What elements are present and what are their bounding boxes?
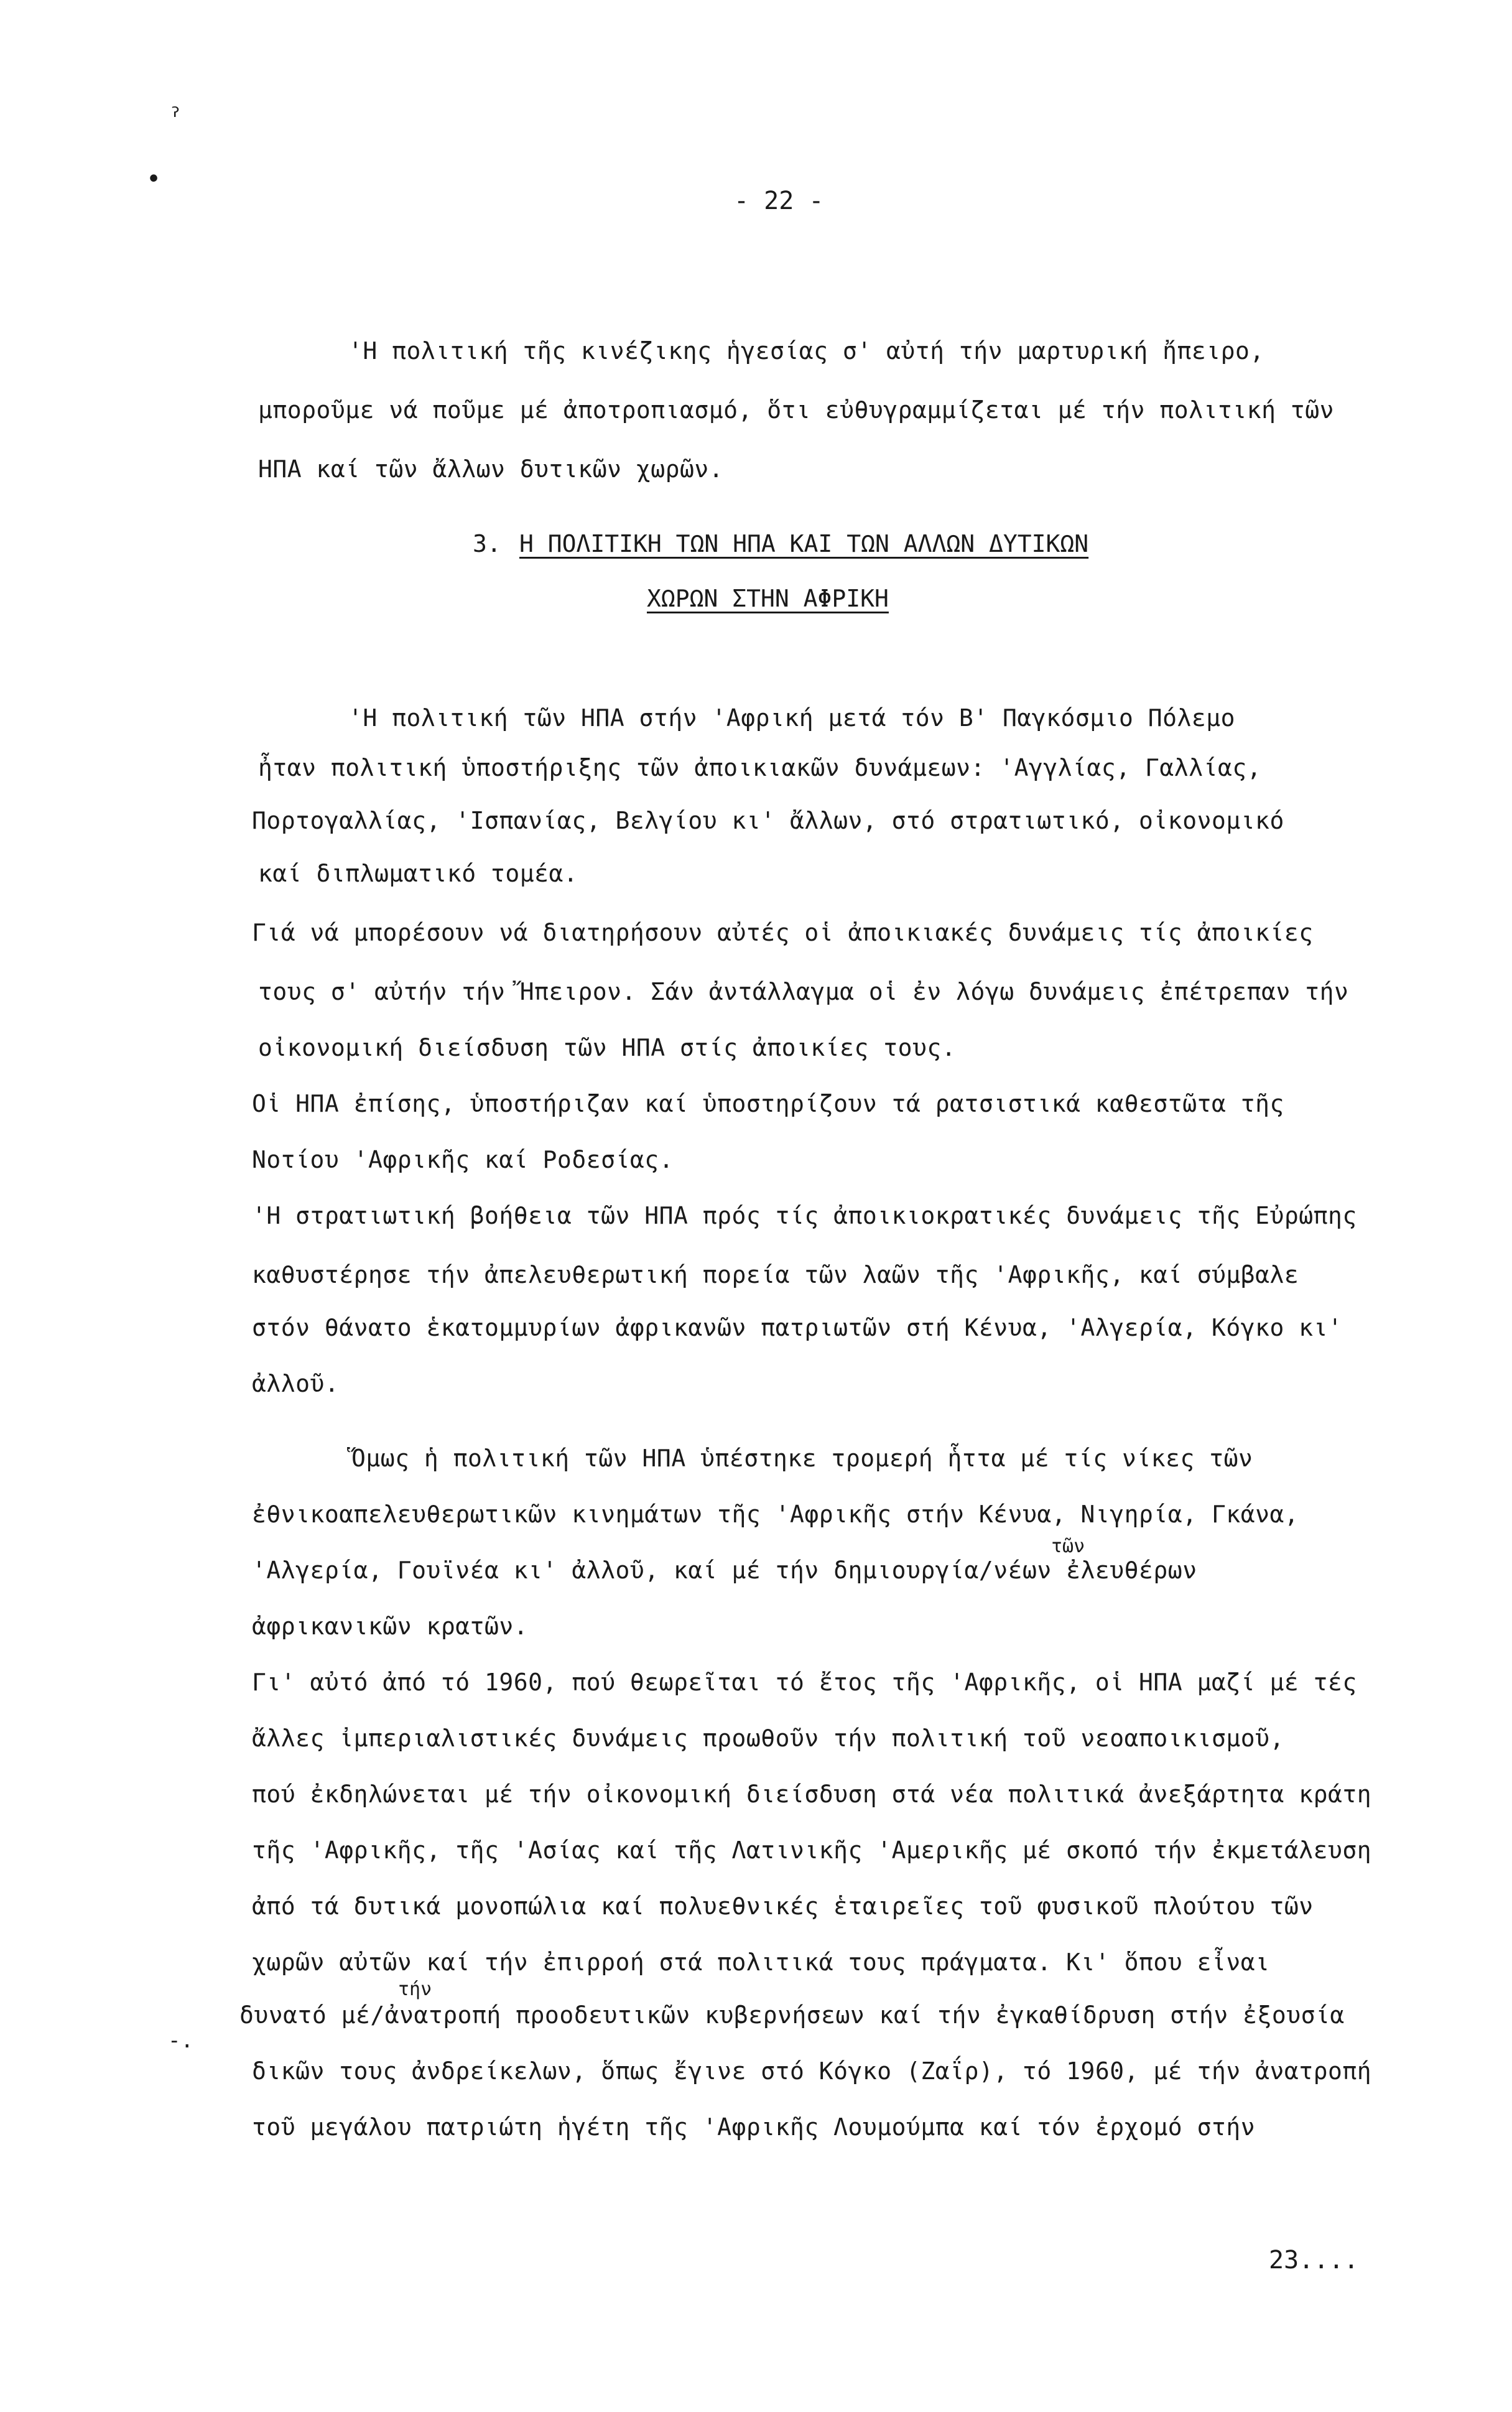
margin-mark-top: ˀ [168, 106, 183, 134]
intro-line-3: ΗΠΑ καί τῶν ἄλλων δυτικῶν χωρῶν. [258, 455, 724, 483]
body-line-6: τους σ' αὐτήν τήν Ἤπειρον. Σάν ἀντάλλαγμα οἱ ἐν λόγω δυνάμεις ἐπέτρεπαν τήν [258, 978, 1349, 1005]
body-line-26: τοῦ μεγάλου πατριώτη ἡγέτη τῆς 'Αφρικῆς Λουμούμπα καί τόν ἐρχομό στήν [252, 2113, 1256, 2141]
body-line-2: ἦταν πολιτική ὑποστήριξης τῶν ἀποικιακῶν δυνάμεων: 'Αγγλίας, Γαλλίας, [258, 754, 1262, 781]
body-line-4: καί διπλωματικό τομέα. [258, 860, 578, 887]
body-line-24: δυνατό μέ/ἀνατροπή προοδευτικῶν κυβερνήσεων καί τήν ἐγκαθίδρυση στήν ἐξουσία [239, 2001, 1345, 2029]
body-line-11: καθυστέρησε τήν ἀπελευθερωτική πορεία τῶν λαῶν τῆς 'Αφρικῆς, καί σύμβαλε [252, 1261, 1299, 1288]
body-line-13: ἀλλοῦ. [252, 1370, 340, 1397]
body-line-23: χωρῶν αὐτῶν καί τήν ἐπιρροή στά πολιτικά τους πράγματα. Κι' ὅπου εἶναι [252, 1949, 1270, 1976]
body-line-10: 'Η στρατιωτική βοήθεια τῶν ΗΠΑ πρός τίς ἀποικιοκρατικές δυνάμεις τῆς Εὐρώπης [252, 1202, 1357, 1229]
body-line-22: ἀπό τά δυτικά μονοπώλια καί πολυεθνικές ἑταιρεῖες τοῦ φυσικοῦ πλούτου τῶν [252, 1893, 1314, 1920]
intro-line-2: μποροῦμε νά ποῦμε μέ ἀποτροπιασμό, ὅτι εὐθυγραμμίζεται μέ τήν πολιτική τῶν [258, 396, 1334, 424]
section-title-line-1: Η ΠΟΛΙΤΙΚΗ ΤΩΝ ΗΠΑ ΚΑΙ ΤΩΝ ΑΛΛΩΝ ΔΥΤΙΚΩΝ [519, 530, 1089, 557]
body-line-8: Οἱ ΗΠΑ ἐπίσης, ὑποστήριζαν καί ὑποστηρίζουν τά ρατσιστικά καθεστῶτα τῆς [252, 1090, 1284, 1117]
insertion-ton: τῶν [1051, 1535, 1085, 1557]
body-line-17: ἀφρικανικῶν κρατῶν. [252, 1613, 529, 1640]
margin-mark-left: -. [168, 2028, 193, 2053]
body-line-12: στόν θάνατο ἑκατομμυρίων ἀφρικανῶν πατριωτῶν στή Κένυα, 'Αλγερία, Κόγκο κι' [252, 1314, 1343, 1341]
body-line-19: ἄλλες ἰμπεριαλιστικές δυνάμεις προωθοῦν τήν πολιτική τοῦ νεοαποικισμοῦ, [252, 1725, 1284, 1752]
intro-line-1: 'Η πολιτική τῆς κινέζικης ἡγεσίας σ' αὐτή τήν μαρτυρική ἤπειρο, [348, 337, 1264, 365]
body-line-20: πού ἐκδηλώνεται μέ τήν οἰκονομική διείσδυση στά νέα πολιτικά ἀνεξάρτητα κράτη [252, 1781, 1372, 1808]
body-line-15: ἐθνικοαπελευθερωτικῶν κινημάτων τῆς 'Αφρικῆς στήν Κένυα, Νιγηρία, Γκάνα, [252, 1501, 1299, 1528]
body-line-21: τῆς 'Αφρικῆς, τῆς 'Ασίας καί τῆς Λατινικῆς 'Αμερικῆς μέ σκοπό τήν ἐκμετάλευση [252, 1837, 1372, 1864]
margin-dot: • [146, 165, 162, 193]
body-line-25: δικῶν τους ἀνδρείκελων, ὅπως ἔγινε στό Κόγκο (Ζαΐρ), τό 1960, μέ τήν ἀνατροπή [252, 2057, 1372, 2085]
body-line-7: οἰκονομική διείσδυση τῶν ΗΠΑ στίς ἀποικίες τους. [258, 1034, 957, 1061]
body-line-1: 'Η πολιτική τῶν ΗΠΑ στήν 'Αφρική μετά τόν Β' Παγκόσμιο Πόλεμο [348, 704, 1236, 732]
body-line-14: Ὅμως ἡ πολιτική τῶν ΗΠΑ ὑπέστηκε τρομερή ἧττα μέ τίς νίκες τῶν [351, 1445, 1253, 1472]
section-title-line-2: ΧΩΡΩΝ ΣΤΗΝ ΑΦΡΙΚΗ [647, 585, 889, 612]
insertion-tin: τήν [398, 1978, 432, 2000]
body-line-9: Νοτίου 'Αφρικῆς καί Ροδεσίας. [252, 1146, 674, 1173]
body-line-3: Πορτογαλλίας, 'Ισπανίας, Βελγίου κι' ἄλλων, στό στρατιωτικό, οἰκονομικό [252, 807, 1284, 834]
body-line-16: 'Αλγερία, Γουϊνέα κι' ἀλλοῦ, καί μέ τήν δημιουργία/νέων ἐλευθέρων [252, 1557, 1197, 1584]
continuation-marker: 23.... [1269, 2246, 1359, 2275]
page-number: - 22 - [734, 187, 824, 215]
section-number: 3. [473, 530, 501, 557]
body-line-5: Γιά νά μπορέσουν νά διατηρήσουν αὐτές οἱ ἀποικιακές δυνάμεις τίς ἀποικίες [252, 919, 1314, 946]
body-line-18: Γι' αὐτό ἀπό τό 1960, πού θεωρεῖται τό ἔτος τῆς 'Αφρικῆς, οἱ ΗΠΑ μαζί μέ τές [252, 1669, 1357, 1696]
